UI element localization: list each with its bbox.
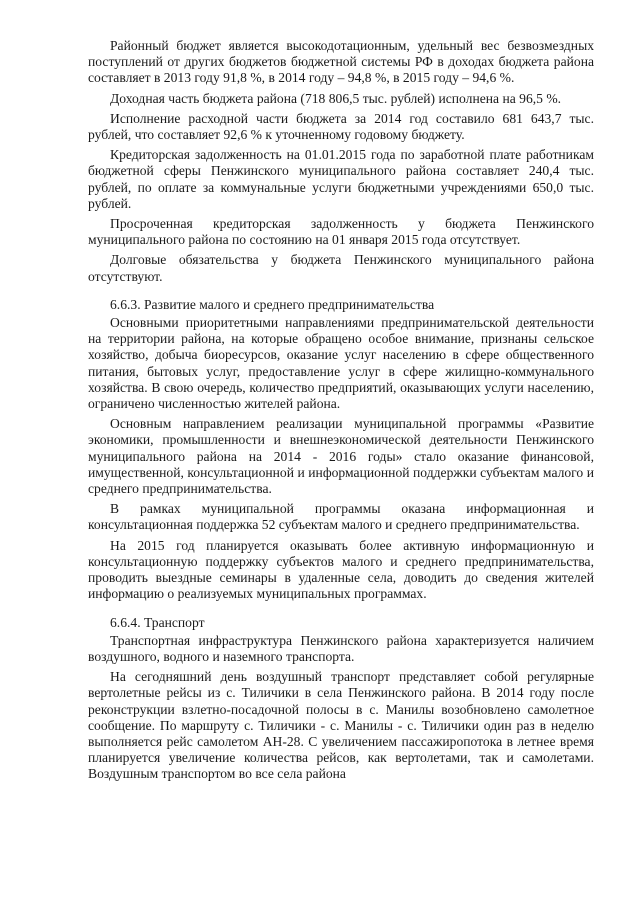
paragraph-revenue: Доходная часть бюджета района (718 806,5 тыс. рублей) исполнена на 96,5 %.: [110, 90, 562, 106]
paragraph-municipal-program: Основным направлением реализации муниципальной программы «Развитие экономики, промышленности и внешнеэкономической деятельности Пенжинского муниципального района на 2014 - 2016 годы» стало оказание финансовой, имущественной, консультационной и информационной поддержки субъектам малого и среднего предпринимательства.: [88, 416, 594, 497]
section-heading-small-business: 6.6.3. Развитие малого и среднего предпринимательства: [110, 296, 435, 312]
paragraph-overdue-payables: Просроченная кредиторская задолженность у бюджета Пенжинского муниципального района по состоянию на 01 января 2015 года отсутствует.: [88, 216, 594, 248]
paragraph-payables: Кредиторская задолженность на 01.01.2015 года по заработной плате работникам бюджетной сферы Пенжинского муниципального района составляет 240,4 тыс. рублей, по оплате за коммунальные услуги бюджетными учреждениями 650,0 тыс. рублей.: [88, 147, 594, 211]
paragraph-budget-subsidies: Районный бюджет является высокодотационным, удельный вес безвозмездных поступлений от других бюджетов бюджетной системы РФ в доходах бюджета района составляет в 2013 году 91,8 %, в 2014 году – 94,8 %, в 2015 году – 94,6 %.: [88, 38, 594, 86]
paragraph-plans-2015: На 2015 год планируется оказывать более активную информационную и консультационную поддержку субъектов малого и среднего предпринимательства, проводить выездные семинары в удаленные села, доводить до сведения жителей информацию о реализуемых муниципальных программах.: [88, 537, 594, 602]
document-body: [88, 38, 594, 787]
paragraph-expenditure: Исполнение расходной части бюджета за 2014 год составило 681 643,7 тыс. рублей, что составляет 92,6 % к уточненному годовому бюджету.: [88, 110, 594, 143]
paragraph-transport-infrastructure: Транспортная инфраструктура Пенжинского района характеризуется наличием воздушного, водного и наземного транспорта.: [88, 632, 594, 664]
section-heading-transport: 6.6.4. Транспорт: [110, 614, 205, 630]
paragraph-business-priorities: Основными приоритетными направлениями предпринимательской деятельности на территории района, на которые обращено особое внимание, признаны сельское хозяйство, добыча биоресурсов, оказание услуг населению в сфере общественного питания, бытовых услуг, предоставление услуг в сфере жилищно-коммунального хозяйства. В свою очередь, количество предприятий, оказывающих услуги населению, ограничено численностью жителей района.: [88, 315, 594, 412]
paragraph-support-provided: В рамках муниципальной программы оказана информационная и консультационная поддержка 52 субъектам малого и среднего предпринимательства.: [88, 501, 594, 533]
paragraph-debt-obligations: Долговые обязательства у бюджета Пенжинского муниципального района отсутствуют.: [88, 252, 594, 284]
paragraph-air-transport: На сегодняшний день воздушный транспорт представляет собой регулярные вертолетные рейсы из с. Тиличики в села Пенжинского района. В 2014 году после реконструкции взлетно-посадочной полосы в с. Манилы возобновлено самолетное сообщение. По маршруту с. Тиличики - с. Манилы - с. Тиличики один раз в неделю выполняется рейс самолетом АН-28. С увеличением пассажиропотока в летнее время планируется увеличение количества рейсов, как вертолетами, так и самолетами. Воздушным транспортом во все села района: [88, 669, 594, 782]
